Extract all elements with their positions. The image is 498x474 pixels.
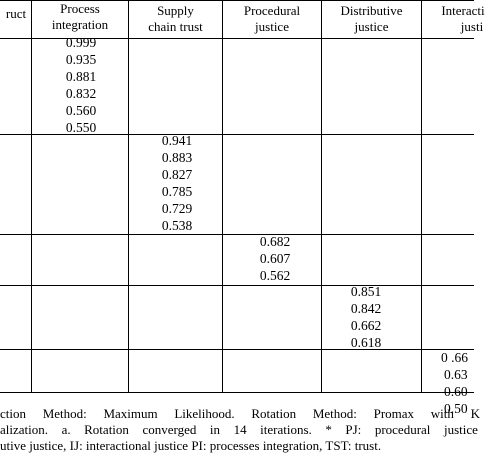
header-interactional-justice [428,3,498,35]
note-text: utive justice, IJ: interactional justice PI: processes integration, TST: trust. [0,438,382,453]
table-col-divider-5 [421,0,422,392]
note-word: Rotation [84,422,129,437]
loading-value: 0.560 [65,103,97,118]
loading-value: 0.842 [350,301,382,316]
table-note-line-2 [0,422,478,438]
loading-value: 0.883 [161,150,193,165]
table-col-divider-3 [222,0,223,392]
table-rule-row-3 [0,285,474,286]
loading-value: 0.662 [350,318,382,333]
note-word: Promax [373,406,415,421]
header-distributive-justice [322,3,421,35]
loading-value: 0.832 [65,86,97,101]
note-word: * [325,422,332,437]
loading-value: 0.618 [350,335,382,350]
note-word: Method: [42,406,87,421]
header-line: integration [51,17,109,32]
loading-value: 0.827 [161,167,193,182]
loading-value: 0.60 [444,384,468,399]
header-line: Process [60,1,100,16]
note-word: in [209,422,221,437]
header-line: Supply [157,3,194,18]
note-word: iterations. [260,422,312,437]
table-note-line-3 [0,438,381,454]
header-line: justice [354,19,389,34]
note-word: justice [443,422,478,437]
table-rule-row-2 [0,234,474,235]
loading-value: 0.538 [161,218,193,233]
header-line: chain trust [148,19,203,34]
table-rule-bottom [0,392,474,393]
loading-value: 0.785 [161,184,193,199]
loading-value: 0 .66 [441,350,468,365]
loading-value: 0.562 [259,268,291,283]
header-line: Distributive [340,3,403,18]
loading-value: 0.682 [259,234,291,249]
note-word: converged [142,422,197,437]
header-line: justi [460,19,484,34]
loading-value: 0.607 [259,251,291,266]
note-word: 14 [233,422,247,437]
loading-value: 0.851 [350,284,382,299]
header-construct-line-1: ruct [5,6,27,21]
header-line: Procedural [243,3,301,18]
header-process-integration [32,1,128,33]
note-word: a. [61,422,71,437]
table-rule-row-4 [0,349,474,350]
note-word: Likelihood. [174,406,235,421]
note-word: Rotation [251,406,297,421]
loading-value: 0.941 [161,133,193,148]
note-word: Method: [312,406,357,421]
note-word: with [430,406,454,421]
note-word: alization. [0,422,49,437]
loading-value: 0.550 [65,120,97,135]
loadings-distributive-justice [341,283,391,351]
loading-value: 0.729 [161,201,193,216]
loading-value: 0.63 [444,367,468,382]
loadings-procedural-justice [250,233,300,284]
loading-value: 0.50 [444,401,468,416]
note-word: PJ: [345,422,362,437]
note-word: K [470,406,480,421]
loading-value: 0.935 [65,52,97,67]
header-supply-chain-trust [129,3,222,35]
header-line: Interacti [441,3,485,18]
note-word: procedural [374,422,431,437]
table-col-divider-2 [128,0,129,392]
loadings-process-integration [56,34,106,136]
note-word: ction [0,406,26,421]
loading-value: 0.999 [65,35,97,50]
loading-value: 0.881 [65,69,97,84]
table-col-divider-4 [321,0,322,392]
table-col-divider-1 [31,0,32,392]
header-construct [0,6,36,22]
loadings-supply-chain-trust [152,132,202,234]
header-line: justice [255,19,289,34]
note-word: Maximum [103,406,158,421]
header-procedural-justice [223,3,321,35]
table-note-line-1 [0,406,480,422]
